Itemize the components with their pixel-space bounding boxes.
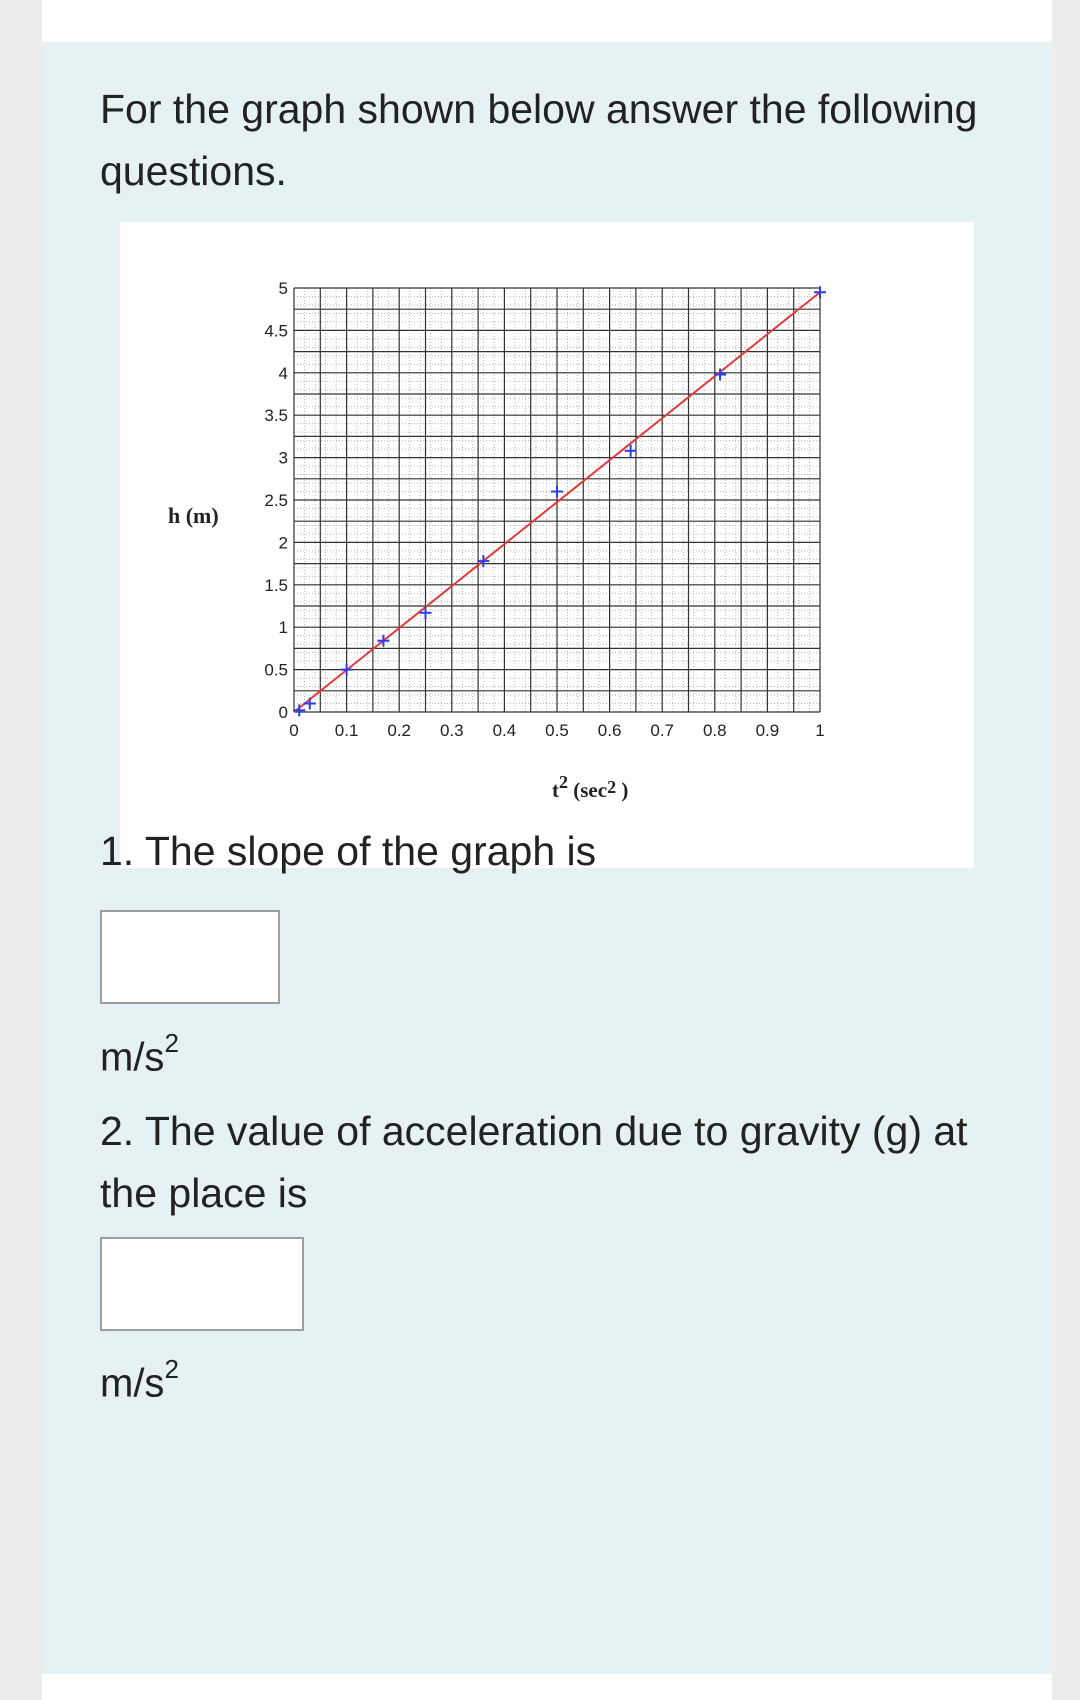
y-tick-label: 1.5 <box>264 575 288 595</box>
y-tick-label: 1 <box>278 618 288 638</box>
question-2-unit <box>100 1354 179 1406</box>
y-tick-label: 3.5 <box>264 406 288 426</box>
x-axis-label: t2 (sec2 ) <box>552 772 629 802</box>
unit-exponent: 2 <box>164 1354 179 1384</box>
y-tick-label: 3 <box>278 448 288 468</box>
data-point <box>551 486 563 498</box>
y-tick-label: 5 <box>278 279 288 298</box>
y-tick-label: 0.5 <box>264 660 288 680</box>
unit-base: m/s <box>100 1361 165 1406</box>
y-tick-label: 4.5 <box>264 321 288 341</box>
question-1-text: 1. The slope of the graph is <box>100 828 597 874</box>
y-tick-label: 0 <box>278 703 288 722</box>
bottom-white-strip <box>42 1674 1052 1700</box>
question-intro: For the graph shown below answer the following questions. <box>100 86 978 194</box>
page-top-bar <box>0 0 1080 42</box>
x-tick-label: 0.1 <box>334 721 359 740</box>
y-tick-label: 4 <box>278 363 288 383</box>
x-tick-label: 0.7 <box>650 721 675 740</box>
x-tick-label: 0.3 <box>439 721 464 740</box>
y-axis-label: h (m) <box>168 503 219 528</box>
x-tick-label: 0.5 <box>545 721 569 740</box>
data-point <box>714 368 726 380</box>
gravity-answer-input[interactable] <box>100 1237 304 1331</box>
graph-image <box>120 222 974 868</box>
x-tick-label: 0.4 <box>492 721 517 740</box>
x-tick-label: 0.8 <box>702 721 727 740</box>
x-tick-label: 0.2 <box>387 721 412 740</box>
y-tick-label: 2.5 <box>264 491 288 510</box>
chart-svg <box>120 222 974 868</box>
x-tick-label: 0 <box>289 721 299 740</box>
x-tick-label: 0.6 <box>597 721 622 740</box>
question-2-text: 2. The value of acceleration due to gravity (g) at the place is <box>100 1108 968 1216</box>
top-white-strip <box>42 0 1052 42</box>
question-card <box>42 42 1052 1674</box>
y-tick-label: 2 <box>278 533 288 553</box>
data-point <box>420 607 432 619</box>
data-point <box>304 698 316 710</box>
question-1-unit <box>100 1028 179 1080</box>
unit-base: m/s <box>100 1035 165 1080</box>
unit-exponent: 2 <box>164 1028 179 1058</box>
data-point <box>293 704 305 716</box>
slope-answer-input[interactable] <box>100 910 280 1004</box>
x-tick-label: 1 <box>815 721 825 740</box>
x-tick-label: 0.9 <box>755 721 780 740</box>
